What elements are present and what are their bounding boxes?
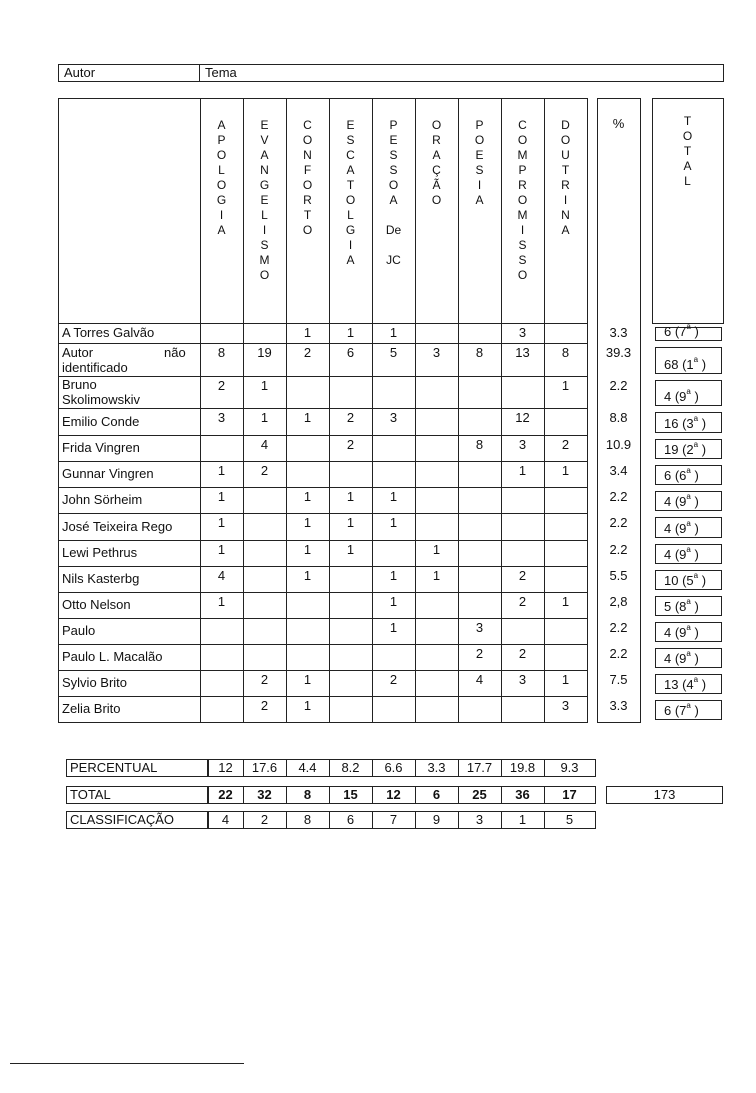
- theme-letter: O: [517, 268, 528, 282]
- theme-letter: P: [475, 118, 484, 132]
- total-cell: 6 (7$^a$ ): [664, 322, 699, 339]
- table-row-line: [58, 644, 588, 645]
- rank-ordinal: a: [693, 440, 699, 449]
- theme-letter: S: [389, 148, 398, 162]
- theme-header-pessoa-de-jc: [372, 118, 415, 268]
- theme-letter: A: [561, 223, 570, 237]
- table-cell: 2: [260, 672, 269, 687]
- total-cell: 4 (9$^a$ ): [664, 519, 699, 536]
- author-name: Paulo: [62, 623, 96, 638]
- theme-letter: L: [261, 208, 268, 222]
- pct-cell: 2.2: [609, 542, 628, 557]
- table-cell: 1: [260, 410, 269, 425]
- table-cell: 2: [518, 568, 527, 583]
- rank-ordinal: a: [693, 414, 699, 423]
- theme-letter: C: [303, 118, 312, 132]
- table-cell: 2: [561, 437, 570, 452]
- total-row-label: TOTAL: [70, 787, 111, 802]
- table-cell: 6: [346, 345, 355, 360]
- summary-cell: 8: [303, 812, 312, 827]
- rank-ordinal: a: [693, 355, 699, 364]
- total-cell: 4 (9$^a$ ): [664, 649, 699, 666]
- theme-letter: O: [474, 133, 485, 147]
- summary-cell: 12: [218, 760, 233, 775]
- total-cell: 4 (9$^a$ ): [664, 623, 699, 640]
- theme-letter: R: [303, 193, 312, 207]
- table-cell: 1: [389, 620, 398, 635]
- table-cell: 4: [217, 568, 226, 583]
- author-name: Emilio Conde: [62, 413, 140, 429]
- table-cell: 3: [389, 410, 398, 425]
- table-row-line: [58, 540, 588, 541]
- table-row-line: [58, 618, 588, 619]
- summary-cell: 8: [303, 787, 312, 802]
- pct-bottom-border: [597, 722, 640, 723]
- total-header-letter: L: [684, 174, 691, 188]
- summary-cell: 9: [432, 812, 441, 827]
- table-cell: 3: [217, 410, 226, 425]
- rank-ordinal: a: [686, 466, 691, 475]
- pct-cell: 2.2: [609, 378, 628, 393]
- theme-letter: A: [260, 148, 269, 162]
- theme-letter: F: [303, 163, 312, 177]
- table-cell: 3: [561, 698, 570, 713]
- table-cell: 1: [432, 568, 441, 583]
- total-cell: 4 (9$^a$ ): [664, 545, 699, 562]
- theme-letter: O: [259, 268, 270, 282]
- theme-letter: G: [259, 178, 270, 192]
- autor-header: Autor: [64, 65, 96, 80]
- table-top-border: [58, 98, 588, 99]
- table-row-line: [58, 376, 588, 377]
- theme-header-conforto: [286, 118, 329, 238]
- theme-letter: O: [302, 223, 313, 237]
- theme-letter: A: [432, 148, 441, 162]
- theme-letter: E: [346, 118, 355, 132]
- author-name: não: [164, 345, 186, 360]
- summary-cell: 3: [475, 812, 484, 827]
- rank-ordinal: a: [686, 387, 691, 396]
- author-name: Bruno: [62, 377, 97, 392]
- pct-cell: 2.2: [609, 620, 628, 635]
- table-cell: 8: [475, 437, 484, 452]
- theme-letter: P: [217, 133, 226, 147]
- table-cell: 1: [303, 489, 312, 504]
- pct-cell: 2.2: [609, 515, 628, 530]
- summary-cell: 22: [218, 787, 233, 802]
- total-cell: 4 (9$^a$ ): [664, 387, 699, 404]
- summary-cell: 9.3: [560, 760, 579, 775]
- table-cell: 3: [432, 345, 441, 360]
- summary-cell: 5: [565, 812, 574, 827]
- table-cell: 1: [217, 463, 226, 478]
- table-cell: 19: [257, 345, 272, 360]
- table-row-line: [58, 513, 588, 514]
- theme-letter: S: [260, 238, 269, 252]
- table-bottom-border: [58, 722, 588, 723]
- rank-ordinal: a: [686, 322, 691, 331]
- theme-letter: E: [475, 148, 484, 162]
- pct-cell: 3.3: [609, 325, 628, 340]
- table-cell: 1: [217, 489, 226, 504]
- table-cell: 1: [346, 489, 355, 504]
- total-top-border: [652, 98, 723, 99]
- theme-letter: U: [561, 148, 570, 162]
- table-cell: 1: [303, 515, 312, 530]
- author-name: Paulo L. Macalão: [62, 649, 163, 664]
- theme-letter: N: [303, 148, 312, 162]
- rank-ordinal: a: [686, 519, 691, 528]
- table-column-line: [587, 98, 588, 723]
- theme-letter: JC: [386, 253, 401, 267]
- table-cell: 2: [346, 410, 355, 425]
- theme-letter: T: [561, 163, 570, 177]
- total-cell: 5 (8$^a$ ): [664, 597, 699, 614]
- theme-letter: O: [216, 148, 227, 162]
- total-cell: 16 (3$^a$ ): [664, 414, 707, 431]
- theme-header-oracao: [415, 118, 458, 208]
- theme-letter: A: [389, 193, 398, 207]
- pct-cell: 3.4: [609, 463, 628, 478]
- table-row-line: [58, 592, 588, 593]
- author-name: Autor: [62, 345, 94, 360]
- theme-letter: O: [431, 118, 442, 132]
- theme-letter: O: [216, 178, 227, 192]
- theme-letter: S: [475, 163, 484, 177]
- summary-cell: 6.6: [384, 760, 403, 775]
- header-bar: [58, 64, 724, 82]
- rank-ordinal: a: [686, 623, 691, 632]
- theme-letter: O: [560, 133, 571, 147]
- theme-letter: N: [260, 163, 269, 177]
- theme-letter: O: [388, 178, 399, 192]
- table-row-line: [58, 343, 588, 344]
- theme-letter: O: [345, 193, 356, 207]
- author-name: Otto Nelson: [62, 597, 131, 612]
- theme-header-evangelismo: [243, 118, 286, 283]
- total-header-letter: O: [682, 129, 693, 143]
- theme-letter: R: [561, 178, 570, 192]
- table-cell: 1: [303, 542, 312, 557]
- table-cell: 1: [303, 410, 312, 425]
- theme-letter: V: [260, 133, 269, 147]
- pct-header: %: [612, 116, 625, 131]
- table-cell: 3: [518, 437, 527, 452]
- summary-cell: 12: [386, 787, 401, 802]
- table-cell: 1: [303, 325, 312, 340]
- author-name: José Teixeira Rego: [62, 518, 173, 534]
- table-cell: 1: [346, 542, 355, 557]
- theme-letter: A: [217, 118, 226, 132]
- rank-ordinal: a: [686, 492, 691, 501]
- theme-letter: T: [303, 208, 312, 222]
- total-cell: 6 (6$^a$ ): [664, 466, 699, 483]
- rank-ordinal: a: [686, 649, 691, 658]
- theme-letter: D: [561, 118, 570, 132]
- theme-header-apologia: [200, 118, 243, 238]
- author-name: Lewi Pethrus: [62, 545, 138, 560]
- theme-letter: E: [389, 133, 398, 147]
- author-name: John Sörheim: [62, 492, 143, 507]
- table-row-line: [58, 696, 588, 697]
- total-cell: 13 (4$^a$ ): [664, 675, 707, 692]
- table-row-line: [58, 435, 588, 436]
- theme-letter: O: [517, 133, 528, 147]
- table-cell: 1: [389, 489, 398, 504]
- theme-letter: N: [561, 208, 570, 222]
- rank-ordinal: a: [686, 597, 691, 606]
- theme-letter: C: [518, 118, 527, 132]
- table-cell: 1: [303, 568, 312, 583]
- table-cell: 1: [389, 568, 398, 583]
- table-cell: 1: [389, 594, 398, 609]
- summary-cell: 1: [518, 812, 527, 827]
- author-name: A Torres Galvão: [62, 325, 155, 340]
- table-cell: 12: [515, 410, 530, 425]
- summary-cell: 17: [562, 787, 577, 802]
- table-row-line: [58, 487, 588, 488]
- theme-letter: A: [217, 223, 226, 237]
- table-cell: 2: [389, 672, 398, 687]
- table-cell: 1: [432, 542, 441, 557]
- summary-cell: 36: [515, 787, 530, 802]
- theme-letter: M: [517, 148, 528, 162]
- pct-cell: 2.2: [609, 646, 628, 661]
- grand-total: 173: [653, 787, 676, 802]
- theme-header-poesia: [458, 118, 501, 208]
- table-row-line: [58, 408, 588, 409]
- theme-letter: L: [218, 163, 225, 177]
- theme-letter: R: [432, 133, 441, 147]
- theme-letter: S: [518, 253, 527, 267]
- total-right-border: [723, 98, 724, 323]
- theme-letter: C: [346, 148, 355, 162]
- table-cell: 1: [518, 463, 527, 478]
- table-cell: 3: [475, 620, 484, 635]
- summary-cell: 32: [257, 787, 272, 802]
- author-name: Nils Kasterbg: [62, 571, 140, 586]
- summary-cell: 2: [260, 812, 269, 827]
- table-cell: 1: [217, 542, 226, 557]
- summary-cell: 4: [221, 812, 230, 827]
- table-cell: 1: [346, 515, 355, 530]
- table-cell: 2: [303, 345, 312, 360]
- theme-letter: R: [518, 178, 527, 192]
- table-cell: 1: [346, 325, 355, 340]
- theme-header-escatologia: [329, 118, 372, 268]
- theme-letter: E: [260, 118, 269, 132]
- total-cell: 4 (9$^a$ ): [664, 492, 699, 509]
- theme-letter: G: [216, 193, 227, 207]
- pct-cell: 2,8: [609, 594, 628, 609]
- pct-cell: 8.8: [609, 410, 628, 425]
- table-cell: 1: [389, 515, 398, 530]
- rank-ordinal: a: [686, 701, 691, 710]
- table-cell: 1: [561, 378, 570, 393]
- table-cell: 8: [217, 345, 226, 360]
- table-cell: 2: [260, 698, 269, 713]
- table-cell: 2: [475, 646, 484, 661]
- table-cell: 1: [561, 594, 570, 609]
- theme-letter: S: [389, 163, 398, 177]
- theme-letter: M: [259, 253, 270, 267]
- summary-cell: 6: [346, 812, 355, 827]
- pct-cell: 3.3: [609, 698, 628, 713]
- theme-letter: L: [347, 208, 354, 222]
- table-cell: 2: [346, 437, 355, 452]
- table-cell: 1: [217, 594, 226, 609]
- pct-right-border: [640, 98, 641, 723]
- table-cell: 2: [518, 594, 527, 609]
- table-cell: 3: [518, 325, 527, 340]
- total-header-letter: T: [683, 144, 692, 158]
- rank-ordinal: a: [686, 545, 691, 554]
- theme-header-compromisso: [501, 118, 544, 283]
- total-header: [652, 114, 723, 189]
- total-cell: 19 (2$^a$ ): [664, 440, 707, 457]
- theme-letter: M: [517, 208, 528, 222]
- theme-letter: A: [346, 253, 355, 267]
- rank-ordinal: a: [693, 571, 699, 580]
- theme-letter: De: [385, 223, 402, 237]
- author-name: Zelia Brito: [62, 701, 121, 716]
- table-cell: 1: [561, 672, 570, 687]
- rank-ordinal: a: [693, 675, 699, 684]
- theme-letter: O: [517, 193, 528, 207]
- total-header-letter: A: [683, 159, 692, 173]
- percentual-row-label: PERCENTUAL: [70, 760, 158, 775]
- theme-letter: I: [262, 223, 267, 237]
- theme-letter: T: [346, 178, 355, 192]
- pct-cell: 5.5: [609, 568, 628, 583]
- summary-cell: 25: [472, 787, 487, 802]
- pct-cell: 2.2: [609, 489, 628, 504]
- author-name: Sylvio Brito: [62, 675, 128, 690]
- author-name: Gunnar Vingren: [62, 466, 154, 481]
- theme-letter: I: [219, 208, 224, 222]
- theme-letter: A: [475, 193, 484, 207]
- pct-top-border: [597, 98, 640, 99]
- tema-header: Tema: [205, 65, 237, 80]
- summary-cell: 8.2: [341, 760, 360, 775]
- theme-letter: I: [348, 238, 353, 252]
- theme-letter: I: [563, 193, 568, 207]
- total-header-letter: T: [683, 114, 692, 128]
- summary-cell: 3.3: [427, 760, 446, 775]
- total-cell: 68 (1$^a$ ): [664, 355, 707, 372]
- table-cell: 3: [518, 672, 527, 687]
- table-cell: 1: [561, 463, 570, 478]
- table-cell: 13: [515, 345, 530, 360]
- pct-cell: 10.9: [605, 437, 632, 452]
- summary-cell: 19.8: [509, 760, 536, 775]
- total-cell: 10 (5$^a$ ): [664, 571, 707, 588]
- table-cell: 1: [389, 325, 398, 340]
- theme-letter: I: [477, 178, 482, 192]
- table-cell: 5: [389, 345, 398, 360]
- table-left-border: [58, 98, 59, 722]
- table-row-line: [58, 461, 588, 462]
- table-cell: 1: [303, 672, 312, 687]
- theme-letter: G: [345, 223, 356, 237]
- table-cell: 1: [260, 378, 269, 393]
- table-cell: 4: [260, 437, 269, 452]
- header-divider: [199, 64, 200, 82]
- classificacao-row-label: CLASSIFICAÇÃO: [70, 812, 175, 827]
- theme-letter: P: [389, 118, 398, 132]
- author-name: Frida Vingren: [62, 440, 140, 455]
- theme-letter: I: [520, 223, 525, 237]
- theme-letter: [372, 238, 415, 253]
- theme-letter: P: [518, 163, 527, 177]
- theme-letter: O: [302, 133, 313, 147]
- summary-cell: 7: [389, 812, 398, 827]
- theme-letter: E: [260, 193, 269, 207]
- theme-letter: S: [518, 238, 527, 252]
- summary-cell: 17.6: [251, 760, 278, 775]
- summary-cell: 17.7: [466, 760, 493, 775]
- theme-letter: O: [302, 178, 313, 192]
- theme-header-doutrina: [544, 118, 587, 238]
- header-bottom-border: [58, 323, 588, 324]
- table-cell: 1: [303, 698, 312, 713]
- summary-cell: 4.4: [298, 760, 317, 775]
- author-name: Skolimowskiv: [62, 392, 141, 407]
- table-row-line: [58, 566, 588, 567]
- summary-cell: 15: [343, 787, 358, 802]
- pct-cell: 39.3: [605, 345, 632, 360]
- table-cell: 2: [217, 378, 226, 393]
- footnote-rule: [10, 1063, 244, 1064]
- theme-letter: [372, 208, 415, 223]
- theme-letter: Ç: [432, 163, 441, 177]
- table-cell: 1: [217, 515, 226, 530]
- table-row-line: [58, 670, 588, 671]
- summary-cell: 6: [432, 787, 441, 802]
- table-cell: 8: [561, 345, 570, 360]
- theme-letter: A: [346, 163, 355, 177]
- table-cell: 8: [475, 345, 484, 360]
- table-cell: 2: [260, 463, 269, 478]
- pct-cell: 7.5: [609, 672, 628, 687]
- theme-letter: S: [346, 133, 355, 147]
- theme-letter: O: [431, 193, 442, 207]
- table-cell: 4: [475, 672, 484, 687]
- table-cell: 2: [518, 646, 527, 661]
- total-cell: 6 (7$^a$ ): [664, 701, 699, 718]
- theme-letter: Ã: [432, 178, 441, 192]
- author-name: identificado: [62, 360, 128, 375]
